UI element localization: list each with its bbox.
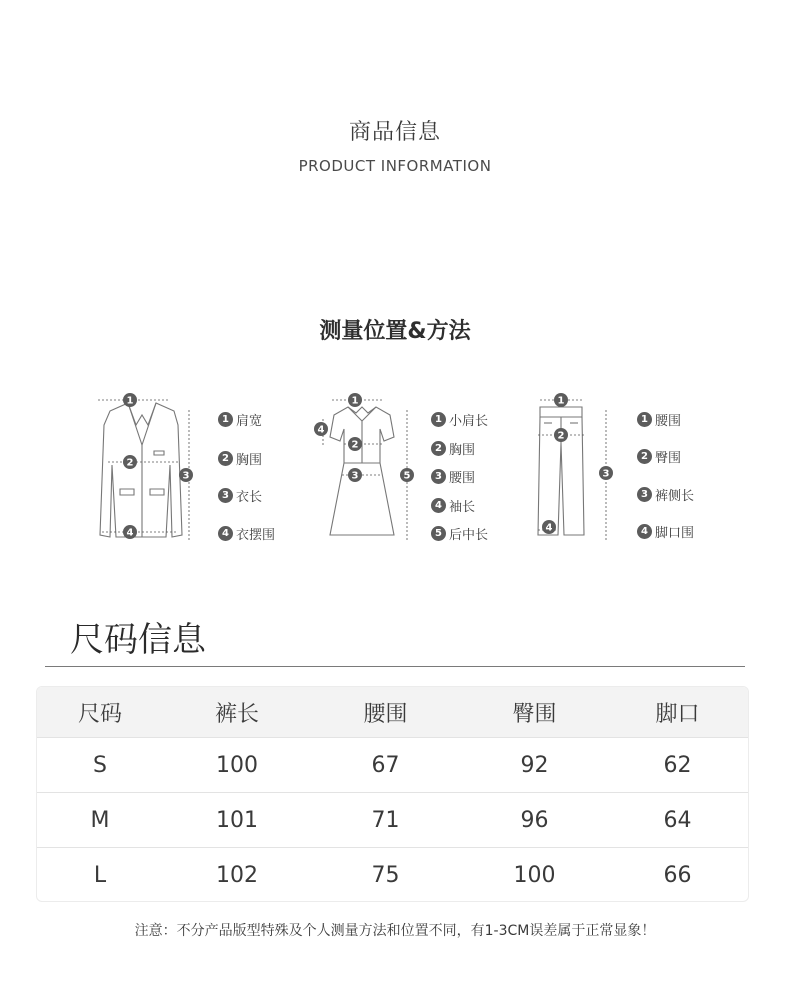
- marker-2: 2: [557, 430, 565, 442]
- legend-label: 腰围: [449, 471, 476, 486]
- table-cell: S: [93, 752, 107, 778]
- legend-item: [637, 485, 694, 504]
- dress-legend: [431, 385, 511, 545]
- legend-item: [637, 410, 681, 429]
- dress-markers: [314, 393, 414, 482]
- size-title: 尺码信息: [70, 620, 206, 660]
- table-cell: 92: [520, 752, 549, 778]
- legend-num: 3: [637, 487, 652, 502]
- legend-label: 裤侧长: [655, 489, 695, 504]
- marker-1: 1: [126, 395, 134, 407]
- legend-label: 衣摆围: [236, 528, 276, 543]
- legend-item: [431, 439, 475, 458]
- divider: [45, 666, 745, 667]
- table-cell: 62: [663, 752, 692, 778]
- legend-item: [637, 447, 681, 466]
- legend-label: 后中长: [449, 528, 489, 543]
- table-header-cell: 脚口: [655, 701, 700, 727]
- legend-item: [431, 496, 475, 515]
- legend-item: [431, 467, 475, 486]
- measure-figure-pants: [530, 385, 730, 545]
- legend-num: 1: [431, 412, 446, 427]
- table-header-cell: 腰围: [363, 701, 408, 727]
- legend-num: 4: [218, 526, 233, 541]
- table-header-cell: 裤长: [214, 701, 259, 727]
- marker-4: 4: [126, 527, 134, 539]
- marker-1: 1: [351, 395, 359, 407]
- legend-label: 腰围: [655, 414, 682, 429]
- table-cell: 75: [371, 862, 400, 888]
- marker-3: 3: [351, 470, 359, 482]
- legend-item: [431, 524, 488, 543]
- legend-label: 衣长: [236, 490, 263, 505]
- legend-label: 脚口围: [655, 526, 695, 541]
- legend-item: [218, 449, 262, 468]
- legend-num: 2: [637, 449, 652, 464]
- marker-1: 1: [557, 395, 565, 407]
- table-header-row: [37, 687, 748, 738]
- legend-num: 1: [637, 412, 652, 427]
- pants-icon: [530, 385, 630, 545]
- table-cell: 64: [663, 807, 692, 833]
- table-cell: 71: [371, 807, 400, 833]
- table-cell: 101: [216, 807, 258, 833]
- disclaimer-note: 注意：不分产品版型特殊及个人测量方法和位置不同，有1-3CM误差属于正常显象！: [134, 923, 656, 939]
- measure-figure-jacket: [80, 385, 310, 545]
- measure-figure-dress: [310, 385, 510, 545]
- legend-item: [218, 410, 262, 429]
- legend-num: 4: [431, 498, 446, 513]
- dress-icon: [310, 385, 420, 545]
- legend-label: 臀围: [655, 451, 682, 466]
- legend-num: 5: [431, 526, 446, 541]
- legend-num: 3: [431, 469, 446, 484]
- measure-title: 测量位置&方法: [319, 319, 471, 344]
- table-cell: 100: [216, 752, 258, 778]
- marker-2: 2: [351, 439, 359, 451]
- header-title-cn: 商品信息: [348, 120, 441, 145]
- size-table: [36, 686, 749, 902]
- legend-label: 袖长: [449, 500, 476, 515]
- marker-3: 3: [182, 470, 190, 482]
- table-cell: 96: [520, 807, 549, 833]
- table-header-cell: 臀围: [512, 701, 557, 727]
- legend-label: 胸围: [236, 453, 263, 468]
- jacket-markers: [123, 393, 193, 539]
- pants-markers: [542, 393, 613, 534]
- legend-item: [218, 524, 275, 543]
- legend-num: 1: [218, 412, 233, 427]
- table-cell: L: [93, 862, 107, 888]
- marker-3: 3: [602, 468, 610, 480]
- legend-item: [431, 410, 488, 429]
- table-cell: 67: [371, 752, 400, 778]
- table-cell: 66: [663, 862, 692, 888]
- jacket-icon: [80, 385, 205, 545]
- legend-item: [218, 486, 262, 505]
- legend-num: 2: [218, 451, 233, 466]
- legend-label: 小肩长: [449, 414, 489, 429]
- table-row: [37, 848, 748, 902]
- marker-5: 5: [403, 470, 411, 482]
- legend-num: 3: [218, 488, 233, 503]
- legend-label: 肩宽: [236, 414, 263, 429]
- table-header-cell: 尺码: [77, 701, 122, 727]
- marker-4: 4: [317, 424, 325, 436]
- legend-num: 4: [637, 524, 652, 539]
- table-cell: 100: [513, 862, 556, 888]
- table-row: [37, 793, 748, 848]
- legend-num: 2: [431, 441, 446, 456]
- jacket-legend: [218, 385, 308, 545]
- legend-item: [637, 522, 694, 541]
- table-cell: 102: [216, 862, 258, 888]
- legend-label: 胸围: [449, 443, 476, 458]
- table-row: [37, 738, 748, 793]
- table-cell: M: [90, 807, 110, 833]
- header-title-en: PRODUCT INFORMATION: [298, 157, 492, 175]
- pants-legend: [637, 385, 727, 545]
- marker-2: 2: [126, 457, 134, 469]
- marker-4: 4: [545, 522, 553, 534]
